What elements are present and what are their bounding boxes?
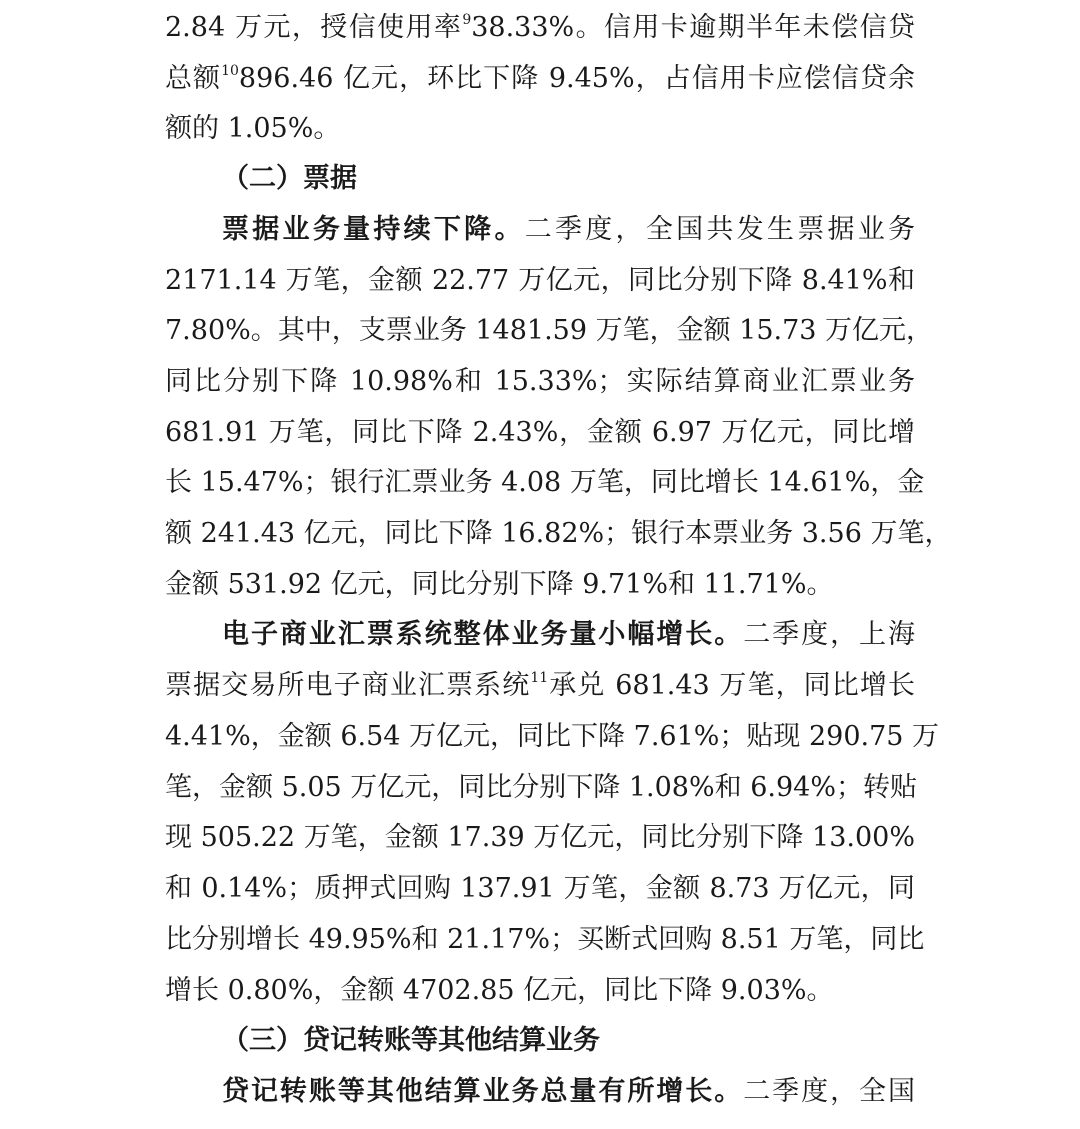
- line-text: 二季度，全国共发生票据业务: [524, 214, 916, 245]
- paragraph-line: 现 505.22 万笔，金额 17.39 万亿元，同比分别下降 13.00%: [165, 822, 915, 853]
- paragraph-line: [165, 8, 915, 48]
- paragraph-line: [165, 666, 915, 706]
- lead-sentence: 票据业务量持续下降。: [222, 214, 525, 245]
- line-text: 承兑 681.43 万笔，同比增长: [548, 670, 916, 701]
- footnote-marker: 9: [462, 12, 472, 28]
- paragraph-line: 681.91 万笔，同比下降 2.43%，金额 6.97 万亿元，同比增: [165, 417, 915, 448]
- paragraph-line: 比分别增长 49.95%和 21.17%；买断式回购 8.51 万笔，同比: [165, 924, 925, 955]
- line-text: 二季度，上海: [743, 619, 916, 650]
- footnote-marker: 10: [221, 63, 239, 79]
- paragraph-line: [222, 615, 915, 655]
- paragraph-line: 和 0.14%；质押式回购 137.91 万笔，金额 8.73 万亿元，同: [165, 873, 915, 904]
- paragraph-line: 同比分别下降 10.98%和 15.33%；实际结算商业汇票业务: [165, 366, 915, 397]
- paragraph-line: [222, 210, 915, 250]
- lead-sentence: 电子商业汇票系统整体业务量小幅增长。: [222, 619, 744, 650]
- line-text: 38.33%。信用卡逾期半年未偿信贷: [471, 12, 915, 43]
- paragraph-line: 7.80%。其中，支票业务 1481.59 万笔，金额 15.73 万亿元，: [165, 315, 934, 346]
- paragraph-line: 额 241.43 亿元，同比下降 16.82%；银行本票业务 3.56 万笔，: [165, 518, 952, 549]
- paragraph-line: 笔，金额 5.05 万亿元，同比分别下降 1.08%和 6.94%；转贴: [165, 772, 917, 803]
- section-heading: （三）贷记转账等其他结算业务: [222, 1025, 600, 1056]
- line-text: 票据交易所电子商业汇票系统: [165, 670, 531, 701]
- paragraph-line: [165, 59, 915, 99]
- paragraph-line: 长 15.47%；银行汇票业务 4.08 万笔，同比增长 14.61%，金: [165, 467, 925, 498]
- paragraph-line: [222, 1072, 915, 1112]
- paragraph-line: 额的 1.05%。: [165, 113, 341, 144]
- paragraph-line: 增长 0.80%，金额 4702.85 亿元，同比下降 9.03%。: [165, 975, 834, 1006]
- paragraph-line: 4.41%，金额 6.54 万亿元，同比下降 7.61%；贴现 290.75 万: [165, 721, 940, 752]
- footnote-marker: 11: [530, 670, 549, 686]
- line-text: 二季度，全国: [743, 1076, 916, 1107]
- paragraph-line: 金额 531.92 亿元，同比分别下降 9.71%和 11.71%。: [165, 569, 834, 600]
- line-text: 2.84 万元，授信使用率: [165, 12, 463, 43]
- lead-sentence: 贷记转账等其他结算业务总量有所增长。: [222, 1076, 744, 1107]
- section-heading: （二）票据: [222, 163, 357, 194]
- paragraph-line: 2171.14 万笔，金额 22.77 万亿元，同比分别下降 8.41%和: [165, 265, 915, 296]
- line-text: 896.46 亿元，环比下降 9.45%，占信用卡应偿信贷余: [238, 63, 915, 94]
- line-text: 总额: [165, 63, 222, 94]
